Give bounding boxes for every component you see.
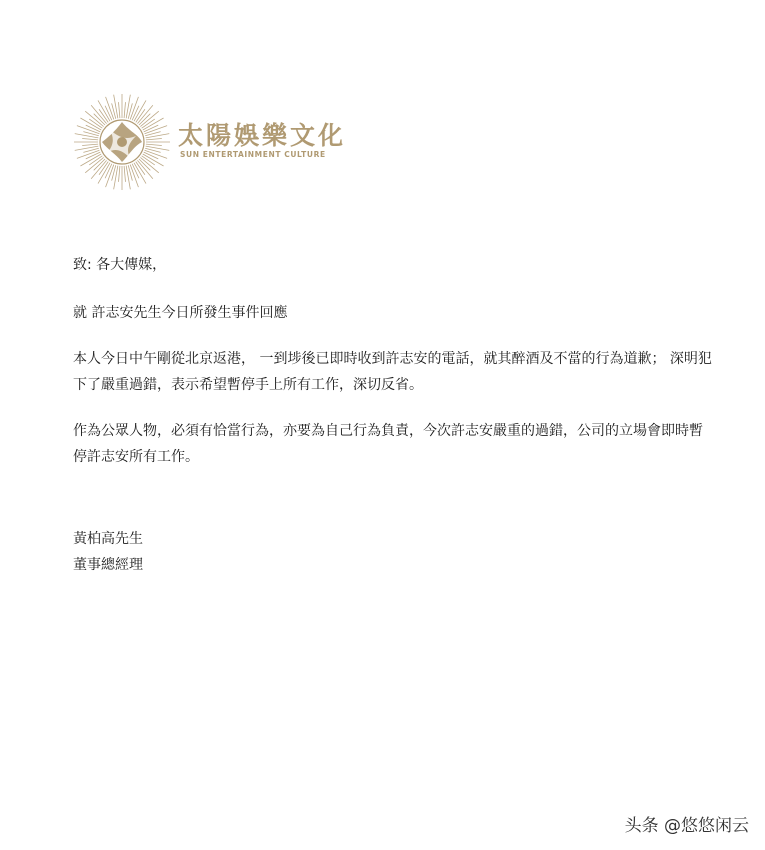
paragraph-2: 作為公眾人物，必須有恰當行為，亦要為自己行為負責，今次許志安嚴重的過錯，公司的立場會即時暫停許志安所有工作。 bbox=[73, 423, 703, 465]
paragraph-1: 本人今日中午剛從北京返港， 一到埗後已即時收到許志安的電話，就其醉酒及不當的行為道歉； 深明犯下了嚴重過錯，表示希望暫停手上所有工作，深切反省。 bbox=[73, 351, 712, 393]
salutation: 致: 各大傳媒， bbox=[73, 257, 167, 273]
brand-subtitle: SUN ENTERTAINMENT CULTURE bbox=[180, 150, 326, 159]
signatory-name: 黃柏高先生 bbox=[73, 531, 143, 547]
letterhead bbox=[70, 92, 347, 192]
watermark: 头条 @悠悠闲云 bbox=[624, 816, 749, 836]
subject-line: 就 許志安先生今日所發生事件回應 bbox=[73, 305, 288, 321]
sun-emblem-icon bbox=[70, 92, 174, 192]
signatory-title: 董事總經理 bbox=[73, 557, 143, 573]
signature-block bbox=[73, 526, 713, 578]
letter-body bbox=[73, 252, 713, 578]
brand-name: 太陽娛樂文化 bbox=[178, 121, 347, 150]
